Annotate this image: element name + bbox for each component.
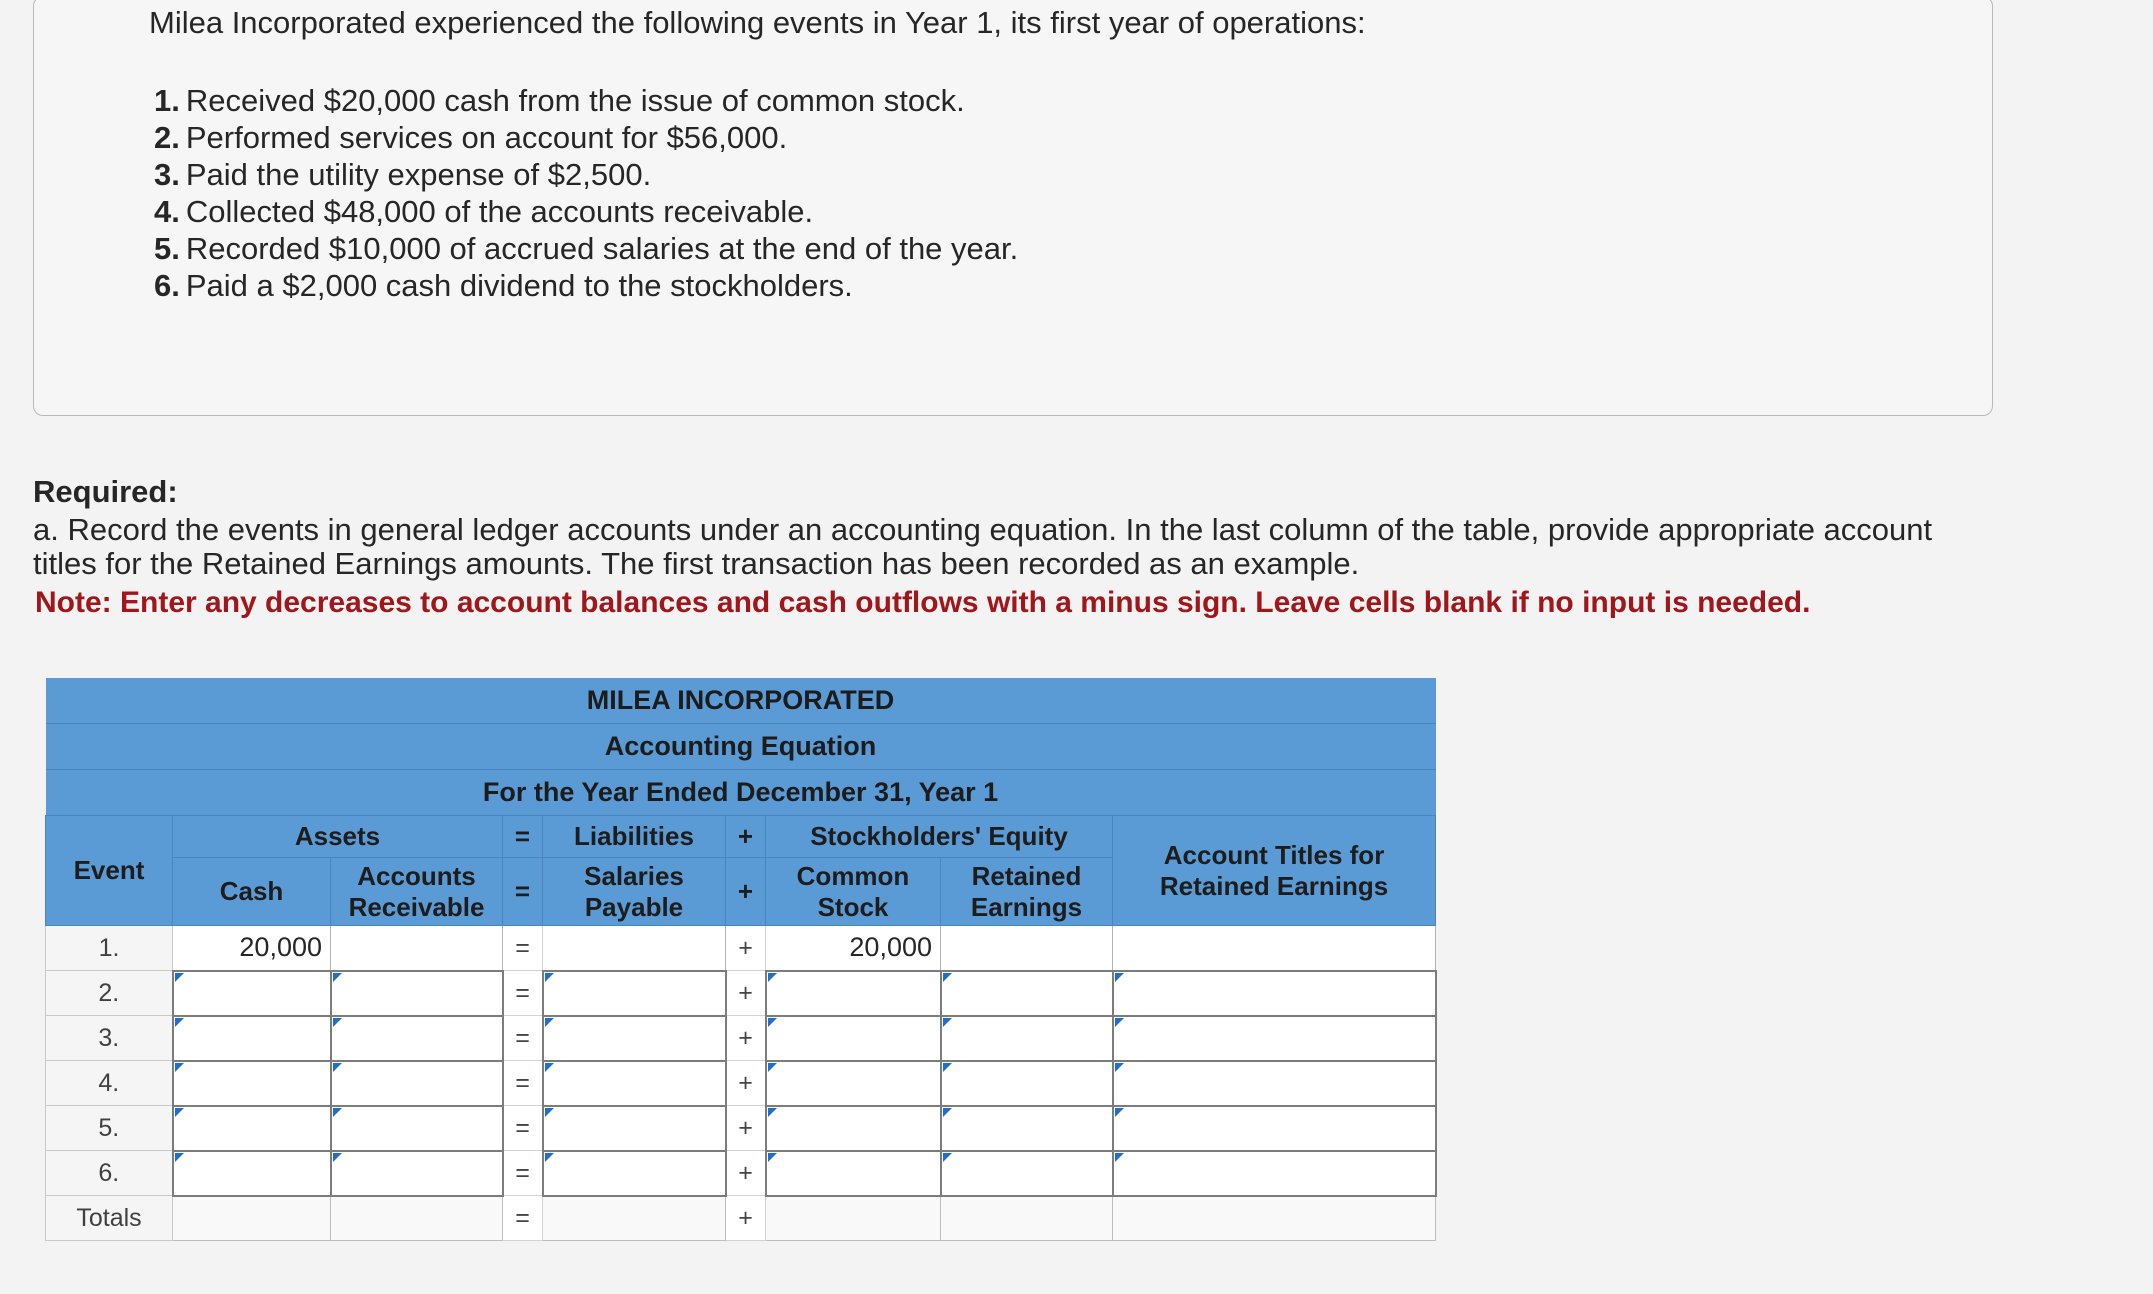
cash-total bbox=[173, 1196, 331, 1241]
plus-sign: + bbox=[726, 1061, 766, 1106]
event-number: 4. bbox=[46, 1061, 173, 1106]
equals-sign: = bbox=[503, 1061, 543, 1106]
retained-earnings-input[interactable] bbox=[941, 1061, 1113, 1106]
accounts-receivable-input[interactable] bbox=[331, 1061, 503, 1106]
event-list bbox=[154, 82, 1018, 304]
table-row bbox=[46, 971, 1436, 1016]
equals-sign: = bbox=[503, 1196, 543, 1241]
plus-sign: + bbox=[726, 971, 766, 1016]
common-stock-total bbox=[766, 1196, 941, 1241]
event-number: 2. bbox=[46, 971, 173, 1016]
table-period: For the Year Ended December 31, Year 1 bbox=[46, 770, 1436, 816]
header-accounts-receivable: Accounts Receivable bbox=[331, 858, 503, 926]
event-number: 1. bbox=[46, 926, 173, 971]
plus-sign: + bbox=[726, 1106, 766, 1151]
equals-sign: = bbox=[503, 926, 543, 971]
accounts-receivable-total bbox=[331, 1196, 503, 1241]
retained-earnings-input[interactable] bbox=[941, 1016, 1113, 1061]
cash-input[interactable] bbox=[173, 1061, 331, 1106]
common-stock-input[interactable] bbox=[766, 1016, 941, 1061]
event-item: 4. Collected $48,000 of the accounts receivable. bbox=[154, 194, 814, 229]
common-stock-input[interactable] bbox=[766, 1061, 941, 1106]
table-row bbox=[46, 1106, 1436, 1151]
event-item: 2. Performed services on account for $56,000. bbox=[154, 120, 788, 155]
header-salaries-payable: Salaries Payable bbox=[543, 858, 726, 926]
events-panel bbox=[33, 0, 1993, 416]
account-title-dropdown[interactable] bbox=[1113, 971, 1436, 1016]
account-title-dropdown[interactable] bbox=[1113, 1016, 1436, 1061]
event-number: 6. bbox=[46, 1151, 173, 1196]
header-liabilities: Liabilities bbox=[543, 816, 726, 858]
header-event: Event bbox=[46, 816, 173, 926]
header-equals: = bbox=[503, 816, 543, 858]
account-title-cell bbox=[1113, 926, 1436, 971]
plus-sign: + bbox=[726, 926, 766, 971]
salaries-payable-input[interactable] bbox=[543, 1151, 726, 1196]
account-title-dropdown[interactable] bbox=[1113, 1106, 1436, 1151]
accounts-receivable-input[interactable] bbox=[331, 1151, 503, 1196]
table-row bbox=[46, 926, 1436, 971]
accounts-receivable-cell bbox=[331, 926, 503, 971]
event-item: 6. Paid a $2,000 cash dividend to the stockholders. bbox=[154, 268, 853, 303]
event-number: 3. bbox=[46, 1016, 173, 1061]
intro-text: Milea Incorporated experienced the following events in Year 1, its first year of operations: bbox=[149, 5, 1366, 40]
event-item: 1. Received $20,000 cash from the issue of common stock. bbox=[154, 83, 965, 118]
header-assets: Assets bbox=[173, 816, 503, 858]
accounts-receivable-input[interactable] bbox=[331, 971, 503, 1016]
accounting-equation-table bbox=[45, 678, 1437, 1241]
cash-input[interactable] bbox=[173, 1016, 331, 1061]
table-company-name: MILEA INCORPORATED bbox=[46, 678, 1436, 724]
account-title-total bbox=[1113, 1196, 1436, 1241]
totals-label: Totals bbox=[46, 1196, 173, 1241]
accounts-receivable-input[interactable] bbox=[331, 1106, 503, 1151]
retained-earnings-cell bbox=[941, 926, 1113, 971]
header-equals: = bbox=[503, 858, 543, 926]
header-retained-earnings: Retained Earnings bbox=[941, 858, 1113, 926]
retained-earnings-total bbox=[941, 1196, 1113, 1241]
equals-sign: = bbox=[503, 971, 543, 1016]
cash-input[interactable] bbox=[173, 1151, 331, 1196]
header-common-stock: Common Stock bbox=[766, 858, 941, 926]
header-stockholders-equity: Stockholders' Equity bbox=[766, 816, 1113, 858]
salaries-payable-input[interactable] bbox=[543, 1016, 726, 1061]
equals-sign: = bbox=[503, 1151, 543, 1196]
event-item: 3. Paid the utility expense of $2,500. bbox=[154, 157, 652, 192]
common-stock-input[interactable] bbox=[766, 971, 941, 1016]
salaries-payable-cell bbox=[543, 926, 726, 971]
required-note: Note: Enter any decreases to account balances and cash outflows with a minus sign. Leave cells blank if no input is needed. bbox=[35, 586, 1811, 619]
account-title-dropdown[interactable] bbox=[1113, 1061, 1436, 1106]
plus-sign: + bbox=[726, 1016, 766, 1061]
header-plus: + bbox=[726, 858, 766, 926]
common-stock-input[interactable] bbox=[766, 1106, 941, 1151]
salaries-payable-input[interactable] bbox=[543, 1061, 726, 1106]
retained-earnings-input[interactable] bbox=[941, 971, 1113, 1016]
equals-sign: = bbox=[503, 1016, 543, 1061]
required-instructions: a. Record the events in general ledger accounts under an accounting equation. In the last column of the table, provide appropriate account titles for the Retained Earnings amounts. The first transaction has been recorded as an example. bbox=[33, 512, 1933, 581]
event-number: 5. bbox=[46, 1106, 173, 1151]
table-row bbox=[46, 1151, 1436, 1196]
salaries-payable-input[interactable] bbox=[543, 971, 726, 1016]
plus-sign: + bbox=[726, 1151, 766, 1196]
header-plus: + bbox=[726, 816, 766, 858]
table-row bbox=[46, 1016, 1436, 1061]
required-heading: Required: bbox=[33, 474, 178, 509]
cash-input[interactable] bbox=[173, 971, 331, 1016]
salaries-payable-input[interactable] bbox=[543, 1106, 726, 1151]
header-account-titles: Account Titles for Retained Earnings bbox=[1113, 816, 1436, 926]
plus-sign: + bbox=[726, 1196, 766, 1241]
retained-earnings-input[interactable] bbox=[941, 1151, 1113, 1196]
header-cash: Cash bbox=[173, 858, 331, 926]
event-item: 5. Recorded $10,000 of accrued salaries at the end of the year. bbox=[154, 231, 1019, 266]
retained-earnings-input[interactable] bbox=[941, 1106, 1113, 1151]
accounts-receivable-input[interactable] bbox=[331, 1016, 503, 1061]
cash-input[interactable] bbox=[173, 1106, 331, 1151]
equals-sign: = bbox=[503, 1106, 543, 1151]
table-row bbox=[46, 1061, 1436, 1106]
table-statement-name: Accounting Equation bbox=[46, 724, 1436, 770]
totals-row bbox=[46, 1196, 1436, 1241]
common-stock-input[interactable] bbox=[766, 1151, 941, 1196]
cash-cell: 20,000 bbox=[173, 926, 331, 971]
account-title-dropdown[interactable] bbox=[1113, 1151, 1436, 1196]
common-stock-cell: 20,000 bbox=[766, 926, 941, 971]
salaries-payable-total bbox=[543, 1196, 726, 1241]
